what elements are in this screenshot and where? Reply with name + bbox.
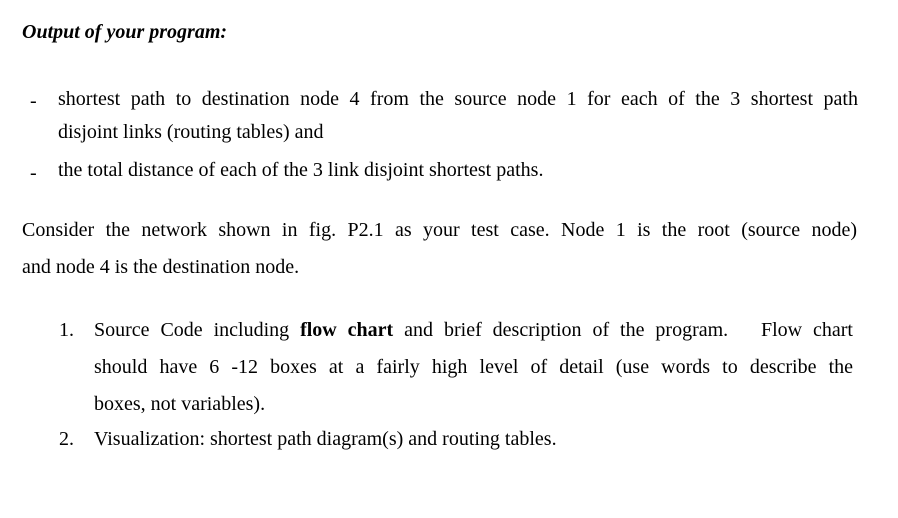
list-number: 1. [59, 319, 74, 341]
bullet-marker: - [30, 90, 37, 112]
text-run: Source Code including [94, 319, 301, 341]
section-heading: Output of your program: [22, 21, 228, 43]
bullet-line: disjoint links (routing tables) and [58, 121, 324, 143]
test-case-paragraph [22, 212, 857, 286]
list-number: 2. [59, 428, 74, 450]
list-item-line [94, 312, 853, 349]
bullet-line: the total distance of each of the 3 link disjoint shortest paths. [58, 159, 544, 181]
list-item-line: boxes, not variables). [94, 393, 266, 415]
text-run: and brief description of the program. Flow chart [393, 319, 853, 341]
bullet-item-shortest-path [58, 83, 858, 149]
bullet-marker: - [30, 162, 37, 184]
bold-text-flow-chart: flow chart [300, 319, 394, 341]
list-item-line: should have 6 -12 boxes at a fairly high level of detail (use words to describe the [94, 356, 853, 378]
list-item-visualization [94, 421, 853, 458]
bullet-line: shortest path to destination node 4 from the source node 1 for each of the 3 shortest path [58, 88, 858, 110]
list-item-source-code [94, 312, 853, 423]
paragraph-line: and node 4 is the destination node. [22, 256, 300, 278]
list-item-line: Visualization: shortest path diagram(s) and routing tables. [94, 428, 557, 450]
paragraph-line: Consider the network shown in fig. P2.1 as your test case. Node 1 is the root (source node) [22, 219, 857, 241]
bullet-item-total-distance [58, 154, 858, 187]
